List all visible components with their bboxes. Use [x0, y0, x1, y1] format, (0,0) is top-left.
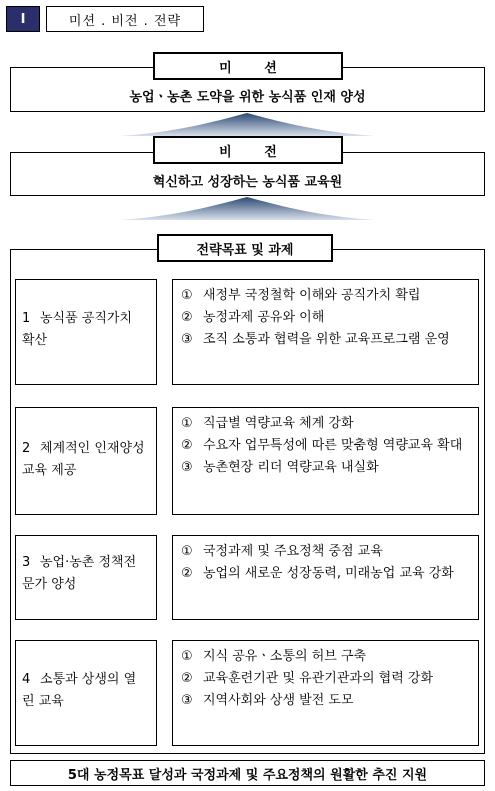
task-text: 조직 소통과 협력을 위한 교육프로그램 운영 [203, 332, 450, 347]
task-marker: ② [181, 310, 193, 325]
mission-label: 미 션 [153, 52, 343, 80]
task-marker: ② [181, 671, 193, 686]
goal-title: 체계적인 인재양성 교육 제공 [22, 441, 145, 478]
task-text: 농정과제 공유와 이해 [203, 310, 325, 325]
task-marker: ② [181, 566, 193, 581]
task-item [181, 330, 470, 350]
goal-number: 1 [22, 311, 31, 326]
strategy-label: 전략목표 및 과제 [157, 234, 333, 262]
section-title: 미션 . 비전 . 전략 [46, 6, 204, 32]
task-item [181, 458, 470, 478]
goal-title: 농식품 공직가치 확산 [22, 311, 133, 348]
task-text: 직급별 역량교육 체계 강화 [203, 416, 354, 431]
task-text: 지역사회와 상생 발전 도모 [203, 693, 354, 708]
task-list [172, 407, 479, 515]
mission-to-vision-arrow [120, 112, 375, 136]
task-text: 지식 공유ㆍ소통의 허브 구축 [203, 649, 367, 664]
goal-number: 3 [22, 555, 31, 570]
task-list [172, 535, 479, 620]
vision-to-strategy-arrow [120, 196, 375, 220]
task-item [181, 691, 470, 711]
footer-banner: 5대 농정목표 달성과 국정과제 및 주요정책의 원활한 추진 지원 [10, 760, 485, 786]
task-marker: ② [181, 438, 193, 453]
task-text: 농업의 새로운 성장동력, 미래농업 교육 강화 [203, 566, 454, 581]
task-marker: ① [181, 288, 193, 303]
goal-box [15, 640, 157, 746]
task-text: 국정과제 및 주요정책 중점 교육 [203, 544, 383, 559]
task-item [181, 669, 470, 689]
section-number-badge: I [6, 6, 40, 32]
task-marker: ① [181, 416, 193, 431]
task-text: 교육훈련기관 및 유관기관과의 협력 강화 [203, 671, 434, 686]
task-marker: ③ [181, 332, 193, 347]
task-marker: ① [181, 649, 193, 664]
goal-box [15, 407, 157, 515]
task-text: 새정부 국정철학 이해와 공직가치 확립 [203, 288, 421, 303]
task-item [181, 564, 470, 584]
goal-title: 소통과 상생의 열린 교육 [22, 672, 137, 709]
task-text: 농촌현장 리더 역량교육 내실화 [203, 460, 379, 475]
goal-box [15, 279, 157, 385]
task-item [181, 436, 470, 456]
task-text: 수요자 업무특성에 따른 맞춤형 역량교육 확대 [203, 438, 463, 453]
task-list [172, 279, 479, 385]
goal-box [15, 535, 157, 620]
task-marker: ③ [181, 693, 193, 708]
goal-title: 농업·농촌 정책전문가 양성 [22, 555, 137, 592]
goal-number: 4 [22, 672, 31, 687]
task-item [181, 414, 470, 434]
task-item [181, 647, 470, 667]
task-marker: ① [181, 544, 193, 559]
task-item [181, 542, 470, 562]
task-list [172, 640, 479, 746]
mission-statement: 농업ㆍ농촌 도약을 위한 농식품 인재 양성 [129, 90, 366, 105]
task-item [181, 308, 470, 328]
goal-number: 2 [22, 441, 31, 456]
vision-statement: 혁신하고 성장하는 농식품 교육원 [152, 174, 343, 190]
vision-label: 비 전 [153, 136, 343, 164]
task-marker: ③ [181, 460, 193, 475]
task-item [181, 286, 470, 306]
